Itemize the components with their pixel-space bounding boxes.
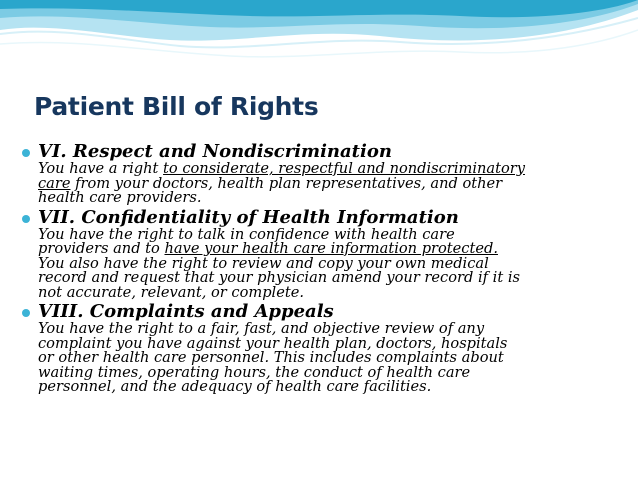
text-run: health care providers.	[38, 189, 202, 206]
text-run: or other health care personnel. This includes complaints about	[38, 349, 504, 366]
text-run: not accurate, relevant, or complete.	[38, 283, 304, 301]
bullet-icon	[22, 309, 30, 317]
body-line	[38, 380, 622, 395]
page-title: Patient Bill of Rights	[34, 92, 319, 121]
rights-section-vi	[22, 142, 622, 206]
text-run: waiting times, operating hours, the conduct of health care	[38, 363, 471, 381]
decorative-wave-banner	[0, 0, 638, 70]
section-heading: VI. Respect and Nondiscrimination	[38, 141, 392, 162]
text-run: complaint you have against your health plan, doctors, hospitals	[38, 334, 508, 352]
body-line	[38, 191, 622, 206]
underlined-text: to considerate, respectful and nondiscriminatory	[163, 160, 525, 177]
section-body	[38, 162, 622, 206]
section-heading: VII. Confidentiality of Health Information	[38, 206, 459, 228]
text-run: You have the right to a fair, fast, and objective review of any	[38, 320, 485, 337]
body-line	[38, 283, 622, 301]
bullet-icon	[22, 215, 30, 223]
section-body	[38, 322, 622, 395]
rights-list	[22, 142, 622, 397]
underlined-text: care	[38, 174, 71, 192]
text-run: from your doctors, health plan representatives, and other	[70, 174, 503, 192]
text-run: personnel, and the adequacy of health care facilities.	[38, 378, 432, 395]
text-run: record and request that your physician amend your record if it is	[38, 269, 520, 286]
rights-section-viii	[22, 302, 622, 395]
text-run: You have a right	[38, 160, 164, 177]
text-run: You also have the right to review and copy your own medical	[38, 254, 489, 272]
text-run: You have the right to talk in confidence with health care	[38, 225, 455, 243]
text-run: providers and to	[38, 240, 165, 257]
section-heading: VIII. Complaints and Appeals	[38, 301, 334, 322]
bullet-icon	[22, 149, 30, 157]
rights-section-vii	[22, 208, 622, 301]
section-body	[38, 225, 622, 301]
underlined-text: have your health care information protected.	[164, 240, 498, 257]
